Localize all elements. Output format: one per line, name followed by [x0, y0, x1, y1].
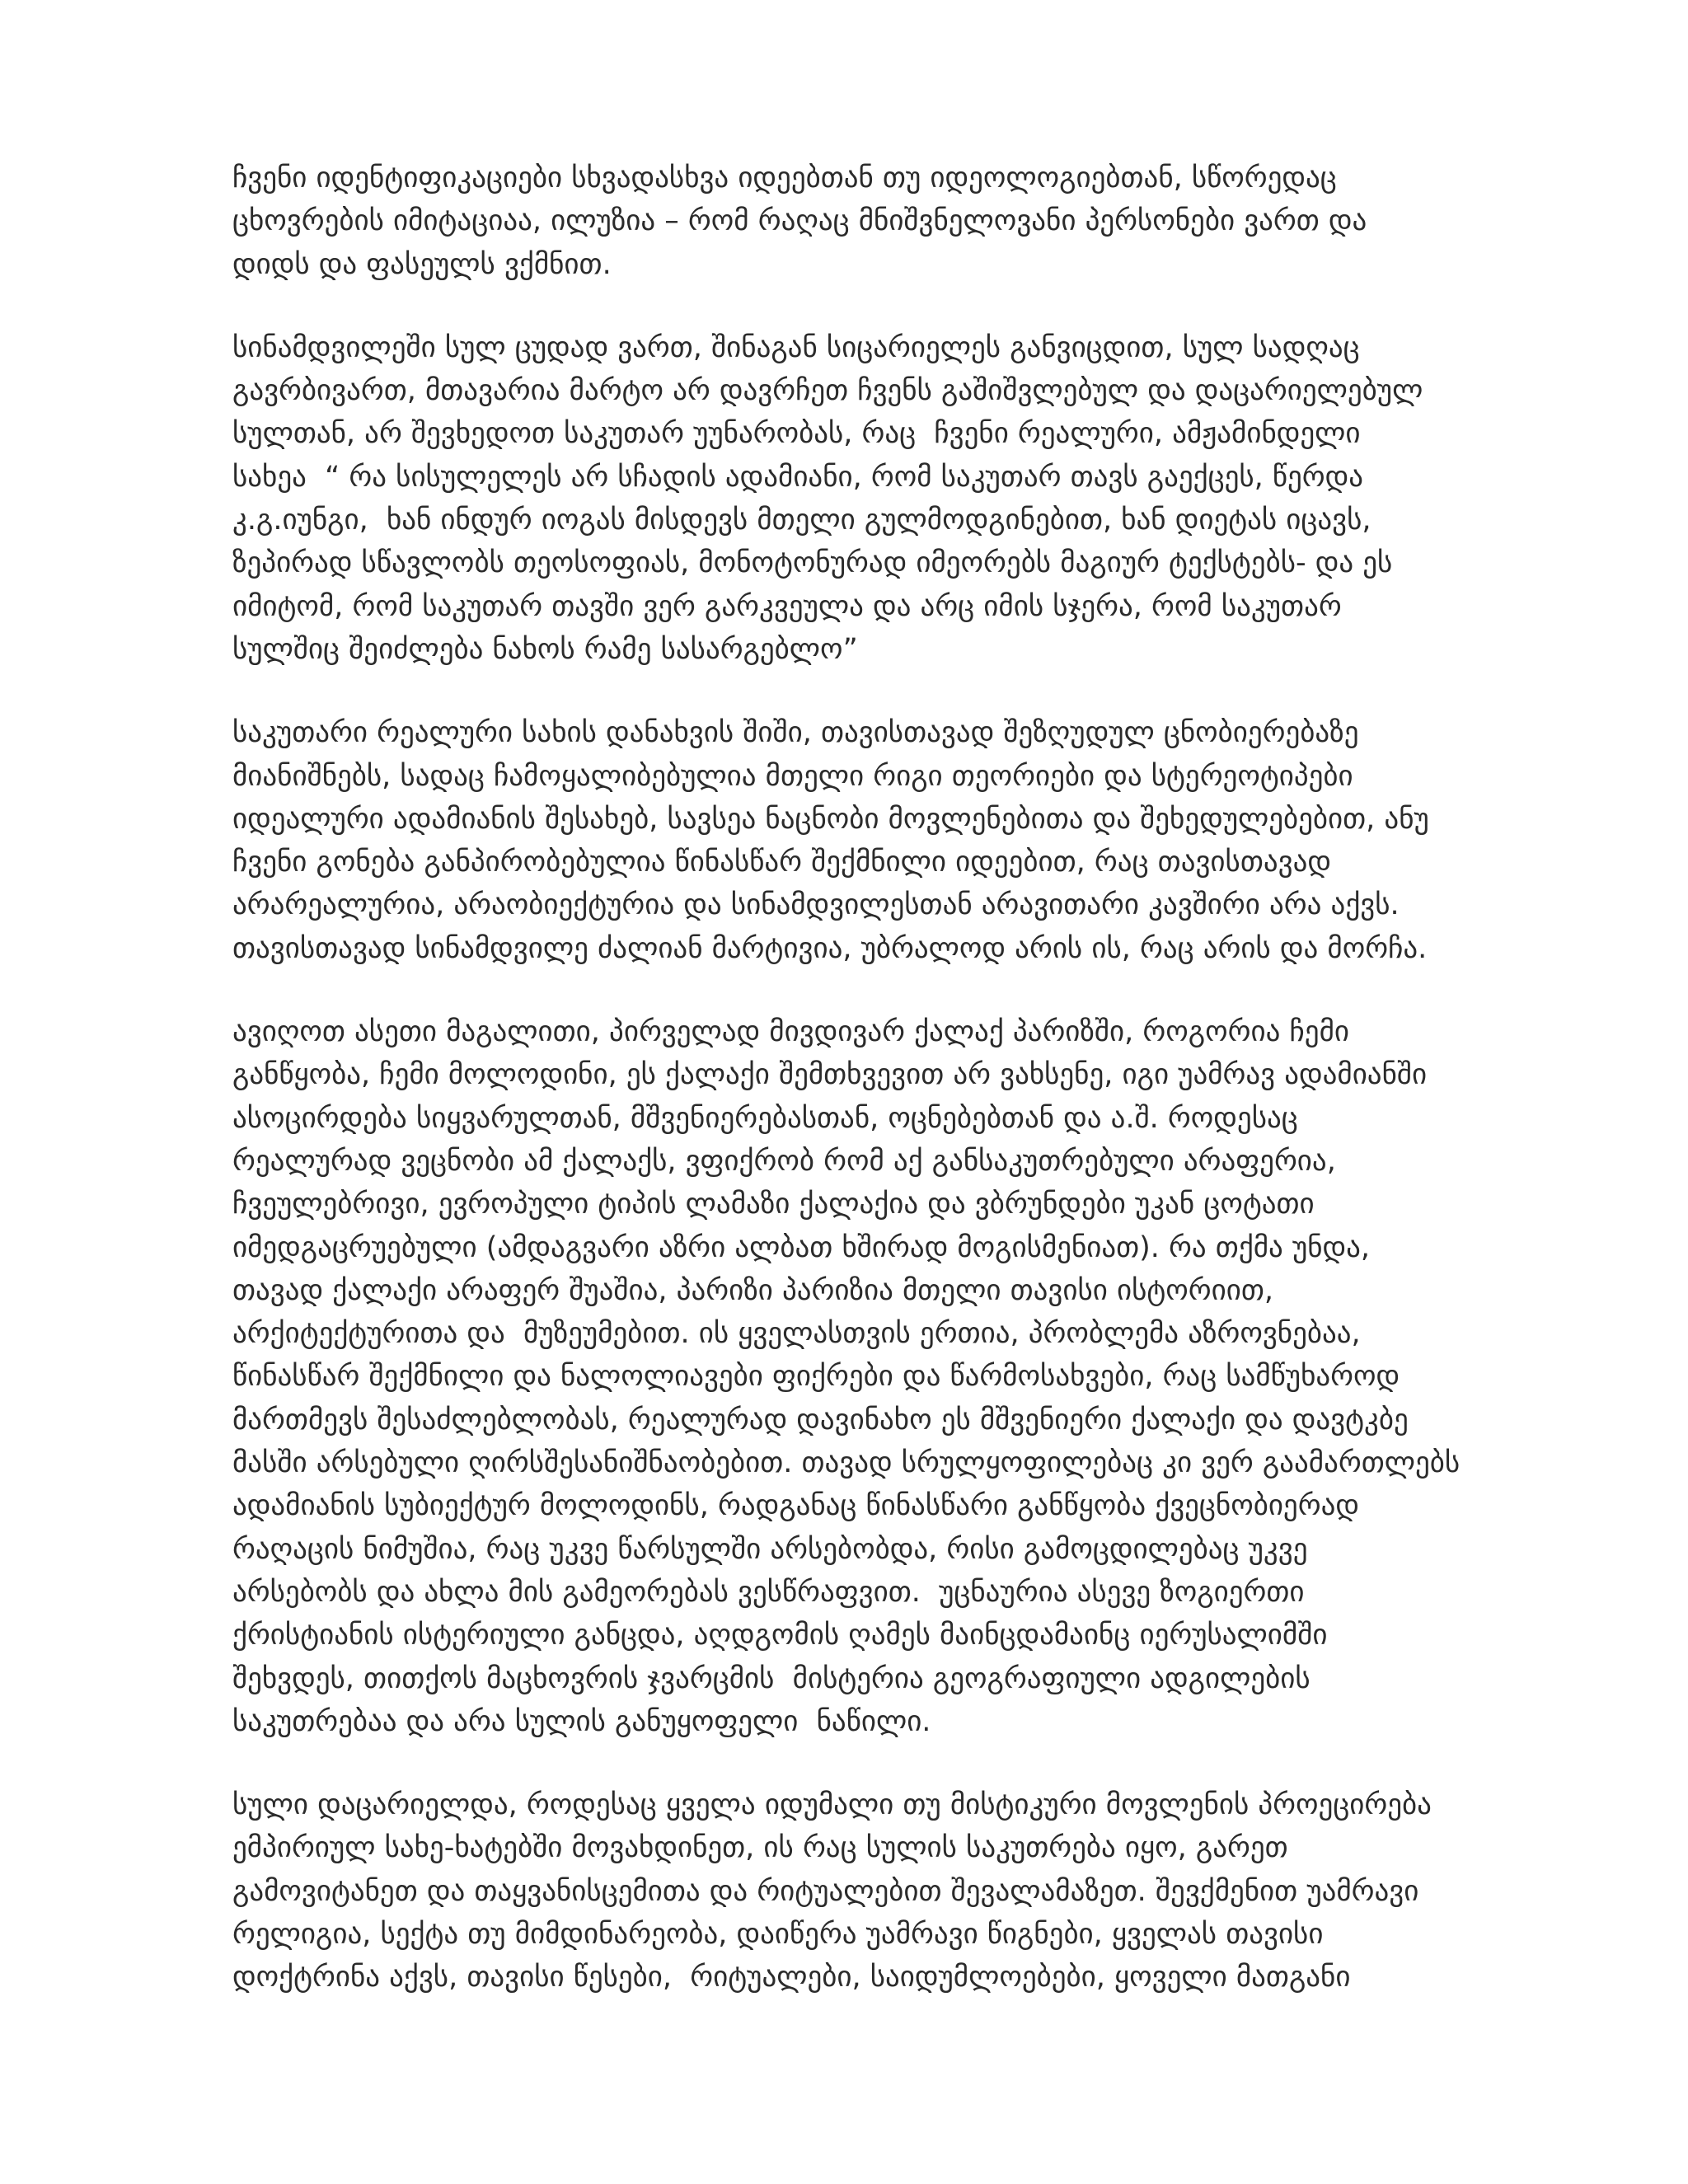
paragraph-3: საკუთარი რეალური სახის დანახვის შიში, თავისთავად შეზღუდულ ცნობიერებაზე მიანიშნებს, სადაც ჩამოყალიბებულია მთელი რიგი თეორიები და სტერეოტიპები იდეალური ადამიანის შესახებ, სავსეა ნაცნობი მოვლენებითა და შეხედულებებით, ანუ ჩვენი გონება განპირობებულია წინასწარ შექმნილი იდეებით, რაც თავისთავად არარეალურია, არაობიექტურია და სინამდვილესთან არავითარი კავშირი არა აქვს. თავისთავად სინამდვილე ძალიან მარტივია, უბრალოდ არის ის, რაც არის და მორჩა. — [232, 716, 1429, 965]
paragraph-4: ავიღოთ ასეთი მაგალითი, პირველად მივდივარ ქალაქ პარიზში, როგორია ჩემი განწყობა, ჩემი მოლოდინი, ეს ქალაქი შემთხვევით არ ვახსენე, იგი უამრავ ადამიანში ასოცირდება სიყვარულთან, მშვენიერებასთან, ოცნებებთან და ა.შ. როდესაც რეალურად ვეცნობი ამ ქალაქს, ვფიქრობ რომ აქ განსაკუთრებული არაფერია, ჩვეულებრივი, ევროპული ტიპის ლამაზი ქალაქია და ვბრუნდები უკან ცოტათი იმედგაცრუებული (ამდაგვარი აზრი ალბათ ხშირად მოგისმენიათ). რა თქმა უნდა, თავად ქალაქი არაფერ შუაშია, პარიზი პარიზია მთელი თავისი ისტორიით, არქიტექტურითა და მუზეუმებით. ის ყველასთვის ერთია, პრობლემა აზროვნებაა, წინასწარ შექმნილი და ნალოლიავები ფიქრები და წარმოსახვები, რაც სამწუხაროდ მართმევს შესაძლებლობას, რეალურად დავინახო ეს მშვენიერი ქალაქი და დავტკბე მასში არსებული ღირსშესანიშნაობებით. თავად სრულყოფილებაც კი ვერ გაამართლებს ადამიანის სუბიექტურ მოლოდინს, რადგანაც წინასწარი განწყობა ქვეცნობიერად რაღაცის ნიმუშია, რაც უკვე წარსულში არსებობდა, რისი გამოცდილებაც უკვე არსებობს და ახლა მის გამეორებას ვესწრაფვით. უცნაურია ასევე ზოგიერთი ქრისტიანის ისტერიული განცდა, აღდგომის ღამეს მაინცდამაინც იერუსალიმში შეხვდეს, თითქოს მაცხოვრის ჯვარცმის მისტერია გეოგრაფიული ადგილების საკუთრებაა და არა სულის განუყოფელი ნაწილი. — [232, 1015, 1461, 1738]
paragraph-2: სინამდვილეში სულ ცუდად ვართ, შინაგან სიცარიელეს განვიცდით, სულ სადღაც გავრბივართ, მთავარია მარტო არ დავრჩეთ ჩვენს გაშიშვლებულ და დაცარიელებულ სულთან, არ შევხედოთ საკუთარ უუნარობას, რაც ჩვენი რეალური, ამჟამინდელი სახეა “ რა სისულელეს არ სჩადის ადამიანი, რომ საკუთარ თავს გაექცეს, წერდა კ.გ.იუნგი, ხან ინდურ იოგას მისდევს მთელი გულმოდგინებით, ხან დიეტას იცავს, ზეპირად სწავლობს თეოსოფიას, მონოტონურად იმეორებს მაგიურ ტექსტებს- და ეს იმიტომ, რომ საკუთარ თავში ვერ გარკვეულა და არც იმის სჯერა, რომ საკუთარ სულშიც შეიძლება ნახოს რამე სასარგებლო” — [232, 330, 1423, 666]
document-body — [232, 157, 1493, 2040]
paragraph-1: ჩვენი იდენტიფიკაციები სხვადასხვა იდეებთან თუ იდეოლოგიებთან, სწორედაც ცხოვრების იმიტაციაა, ილუზია – რომ რაღაც მნიშვნელოვანი პერსონები ვართ და დიდს და ფასეულს ვქმნით. — [232, 162, 1367, 281]
paragraph-5: სული დაცარიელდა, როდესაც ყველა იდუმალი თუ მისტიკური მოვლენის პროეცირება ემპირიულ სახე-ხატებში მოვახდინეთ, ის რაც სულის საკუთრება იყო, გარეთ გამოვიტანეთ და თაყვანისცემითა და რიტუალებით შევალამაზეთ. შევქმენით უამრავი რელიგია, სექტა თუ მიმდინარეობა, დაიწერა უამრავი წიგნები, ყველას თავისი დოქტრინა აქვს, თავისი წესები, რიტუალები, საიდუმლოებები, ყოველი მათგანი — [232, 1788, 1432, 1994]
